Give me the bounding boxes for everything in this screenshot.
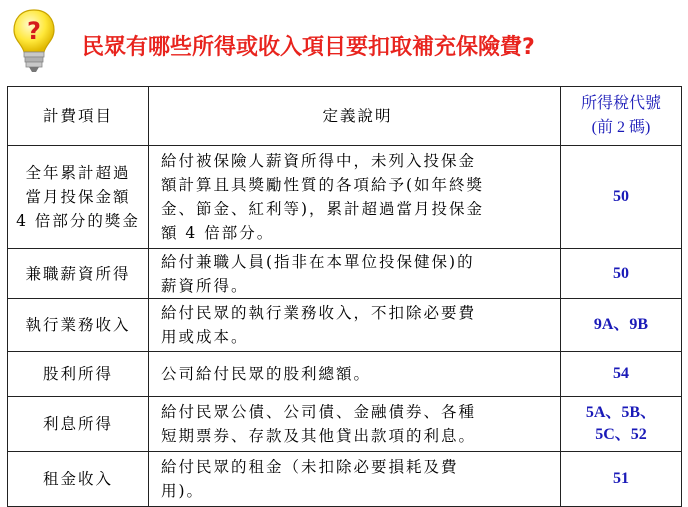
definition-cell-line: 額 4 倍部分。: [161, 224, 275, 242]
table-row: [8, 452, 682, 507]
definition-cell: [149, 146, 561, 249]
code-cell: [561, 146, 682, 249]
code-cell: [561, 397, 682, 452]
definition-cell: [149, 452, 561, 507]
table-row: [8, 146, 682, 249]
item-cell-line: 租金收入: [42, 470, 113, 488]
item-cell-line: 執行業務收入: [25, 316, 131, 334]
question-mark: ?: [27, 17, 41, 45]
table-row: [8, 397, 682, 452]
item-cell-line: 當月投保金額: [25, 188, 131, 206]
definition-cell-line: 用或成本。: [161, 328, 249, 346]
code-cell: [561, 352, 682, 397]
header-code-line2: (前 2 碼): [591, 119, 651, 136]
definition-cell-line: 短期票券、存款及其他貸出款項的利息。: [161, 427, 477, 445]
definition-cell-line: 給付兼職人員(指非在本單位投保健保)的: [161, 252, 475, 271]
code-cell-line: 51: [613, 470, 629, 487]
code-cell-line: 5C、52: [595, 426, 647, 443]
definition-cell: [149, 249, 561, 299]
table-row: [8, 299, 682, 352]
code-cell-line: 50: [613, 264, 629, 282]
page-title: 民眾有哪些所得或收入項目要扣取補充保險費?: [82, 35, 535, 60]
definition-cell: [149, 352, 561, 397]
item-cell: [8, 397, 149, 452]
item-cell: [8, 249, 149, 299]
definition-cell: [149, 397, 561, 452]
item-cell: [8, 299, 149, 352]
item-cell: [8, 146, 149, 249]
code-cell: [561, 299, 682, 352]
header-code-line1: 所得稅代號: [580, 95, 661, 112]
header-item: 計費項目: [8, 87, 149, 146]
code-cell: [561, 249, 682, 299]
lightbulb-question-icon: [12, 8, 56, 74]
definition-cell-line: 給付被保險人薪資所得中，未列入投保金: [161, 152, 477, 170]
header-code: [561, 87, 682, 146]
definition-cell-line: 給付民眾公債、公司債、金融債券、各種: [161, 403, 477, 421]
code-cell-line: 54: [613, 365, 629, 382]
item-cell: [8, 352, 149, 397]
definition-cell-line: 公司給付民眾的股利總額。: [161, 365, 372, 383]
code-cell-line: 9A、9B: [593, 316, 649, 333]
item-cell: [8, 452, 149, 507]
definition-cell-line: 給付民眾的租金（未扣除必要損耗及費: [161, 458, 459, 476]
item-cell-line: 兼職薪資所得: [25, 264, 131, 283]
item-cell-line: 股利所得: [42, 365, 113, 383]
definition-cell-line: 金、節金、紅利等)，累計超過當月投保金: [161, 200, 485, 218]
definition-cell: [149, 299, 561, 352]
code-cell: [561, 452, 682, 507]
table-header-row: [8, 87, 682, 146]
header-definition: 定義說明: [149, 87, 561, 146]
code-cell-line: 50: [613, 188, 629, 205]
definition-cell-line: 額計算且具獎勵性質的各項給予(如年終獎: [161, 176, 485, 194]
definition-cell-line: 用)。: [161, 482, 205, 500]
table-row: [8, 249, 682, 299]
item-cell-line: 利息所得: [42, 415, 113, 433]
premium-items-table: [7, 86, 682, 507]
code-cell-line: 5A、5B、: [585, 404, 657, 421]
table-row: [8, 352, 682, 397]
item-cell-line: 4 倍部分的獎金: [16, 212, 140, 230]
definition-cell-line: 薪資所得。: [161, 276, 249, 295]
definition-cell-line: 給付民眾的執行業務收入，不扣除必要費: [161, 304, 477, 322]
item-cell-line: 全年累計超過: [25, 164, 131, 182]
